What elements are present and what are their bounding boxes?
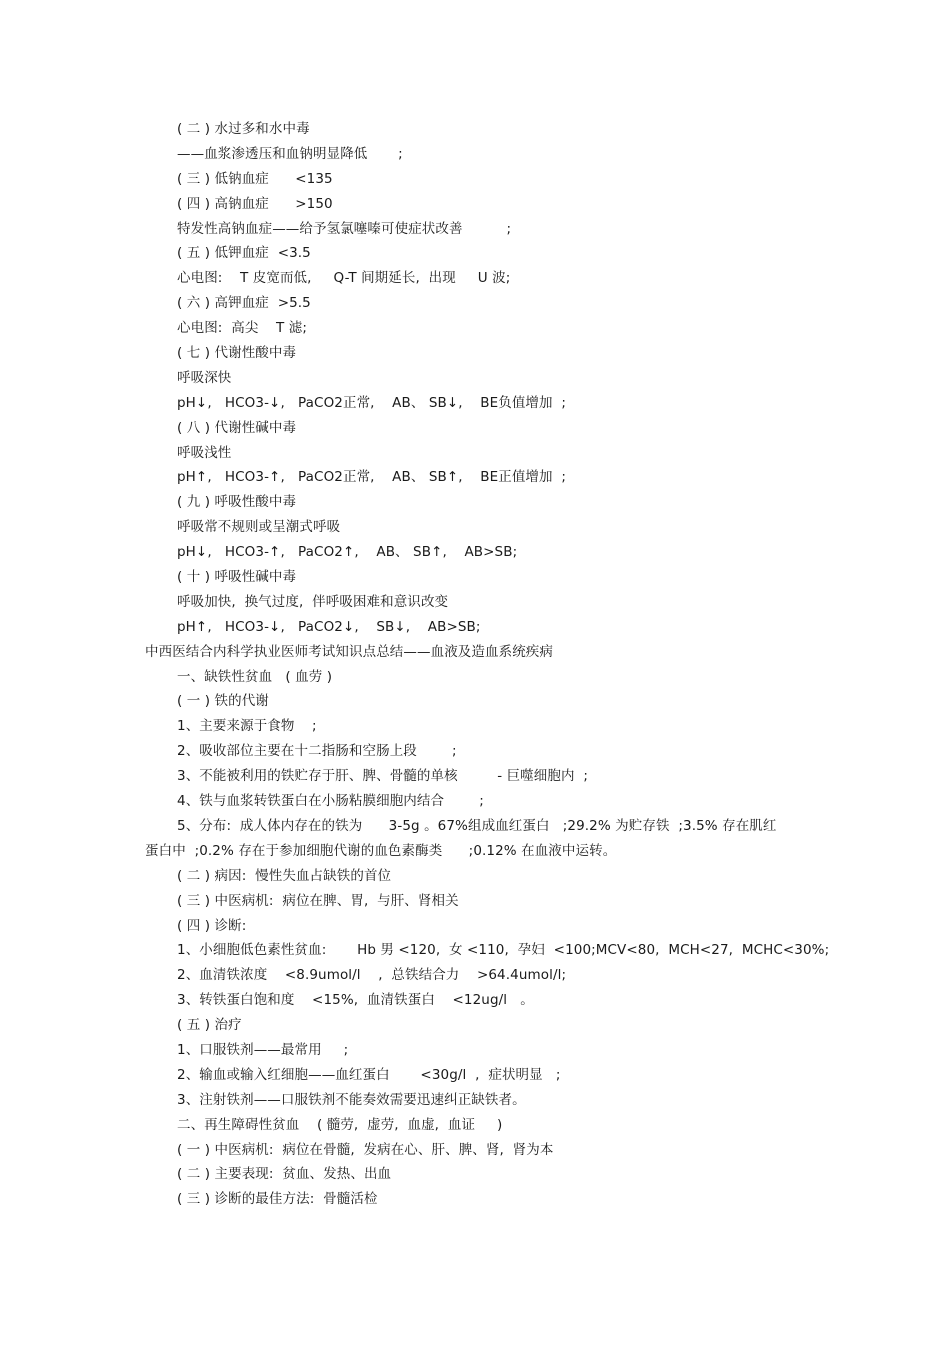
text-line: 3、不能被利用的铁贮存于肝、脾、骨髓的单核 - 巨噬细胞内 ; (177, 768, 589, 785)
text-line: 1、口服铁剂——最常用 ; (177, 1041, 349, 1058)
text-line: 呼吸浅性 (177, 444, 232, 461)
text-line: 蛋白中 ;0.2% 存在于参加细胞代谢的血色素酶类 ;0.12% 在血液中运转。 (145, 842, 617, 859)
text-line: pH↑, HCO3-↓, PaCO2↓, SB↓, AB>SB; (177, 618, 481, 635)
text-line: ( 一 ) 铁的代谢 (177, 693, 269, 710)
text-line: pH↓, HCO3-↑, PaCO2↑, AB、 SB↑, AB>SB; (177, 544, 518, 561)
text-line: 呼吸加快, 换气过度, 伴呼吸困难和意识改变 (177, 593, 449, 610)
text-line: ——血浆渗透压和血钠明显降低 ; (177, 145, 403, 162)
text-line: pH↑, HCO3-↑, PaCO2正常, AB、 SB↑, BE正值增加 ; (177, 469, 567, 486)
text-line: 一、缺铁性贫血 ( 血劳 ) (177, 668, 333, 685)
text-line: 2、输血或输入红细胞——血红蛋白 <30g/l , 症状明显 ; (177, 1066, 561, 1083)
text-line: 二、再生障碍性贫血 ( 髓劳, 虚劳, 血虚, 血证 ) (177, 1116, 503, 1133)
text-line: ( 三 ) 低钠血症 <135 (177, 170, 333, 187)
text-line: ( 九 ) 呼吸性酸中毒 (177, 494, 297, 511)
text-line: ( 八 ) 代谢性碱中毒 (177, 419, 297, 436)
text-line: pH↓, HCO3-↓, PaCO2正常, AB、 SB↓, BE负值增加 ; (177, 394, 567, 411)
text-line: 呼吸深快 (177, 369, 232, 386)
text-line: 中西医结合内科学执业医师考试知识点总结——血液及造血系统疾病 (145, 643, 553, 660)
text-line: 1、主要来源于食物 ; (177, 718, 317, 735)
text-line: ( 六 ) 高钾血症 >5.5 (177, 295, 311, 312)
text-line: 心电图: T 皮宽而低, Q-T 间期延长, 出现 U 波; (177, 270, 511, 287)
text-line: 5、分布: 成人体内存在的铁为 3-5g 。67%组成血红蛋白 ;29.2% 为贮存铁 ;3.5% 存在肌红 (177, 817, 777, 834)
text-line: 呼吸常不规则或呈潮式呼吸 (177, 519, 341, 536)
text-line: 2、吸收部位主要在十二指肠和空肠上段 ; (177, 743, 457, 760)
text-line: ( 二 ) 主要表现: 贫血、发热、出血 (177, 1166, 392, 1183)
text-line: ( 五 ) 低钾血症 <3.5 (177, 245, 311, 262)
text-line: ( 一 ) 中医病机: 病位在骨髓, 发病在心、肝、脾、肾, 肾为本 (177, 1141, 554, 1158)
text-line: ( 二 ) 水过多和水中毒 (177, 121, 310, 137)
text-line: 3、转铁蛋白饱和度 <15%, 血清铁蛋白 <12ug/l 。 (177, 992, 534, 1009)
text-line: ( 四 ) 高钠血症 >150 (177, 195, 333, 212)
text-line: ( 三 ) 中医病机: 病位在脾、胃, 与肝、肾相关 (177, 892, 459, 909)
text-line: ( 七 ) 代谢性酸中毒 (177, 345, 297, 362)
text-line: 4、铁与血浆转铁蛋白在小肠粘膜细胞内结合 ; (177, 793, 484, 810)
text-line: 心电图: 高尖 T 滤; (177, 320, 307, 337)
text-line: ( 四 ) 诊断: (177, 917, 247, 934)
text-line: ( 三 ) 诊断的最佳方法: 骨髓活检 (177, 1191, 378, 1208)
text-line: ( 二 ) 病因: 慢性失血占缺铁的首位 (177, 867, 392, 884)
text-line: 3、注射铁剂——口服铁剂不能奏效需要迅速纠正缺铁者。 (177, 1091, 526, 1108)
text-line: ( 五 ) 治疗 (177, 1017, 242, 1034)
document-body (0, 117, 950, 1212)
text-line: ( 十 ) 呼吸性碱中毒 (177, 569, 297, 586)
text-line: 2、血清铁浓度 <8.9umol/l , 总铁结合力 >64.4umol/l; (177, 967, 567, 984)
text-line: 1、小细胞低色素性贫血: Hb 男 <120, 女 <110, 孕妇 <100;MCV<80, MCH<27, MCHC<30%; (177, 942, 830, 959)
text-line: 特发性高钠血症——给予氢氯噻嗪可使症状改善 ; (177, 220, 512, 237)
